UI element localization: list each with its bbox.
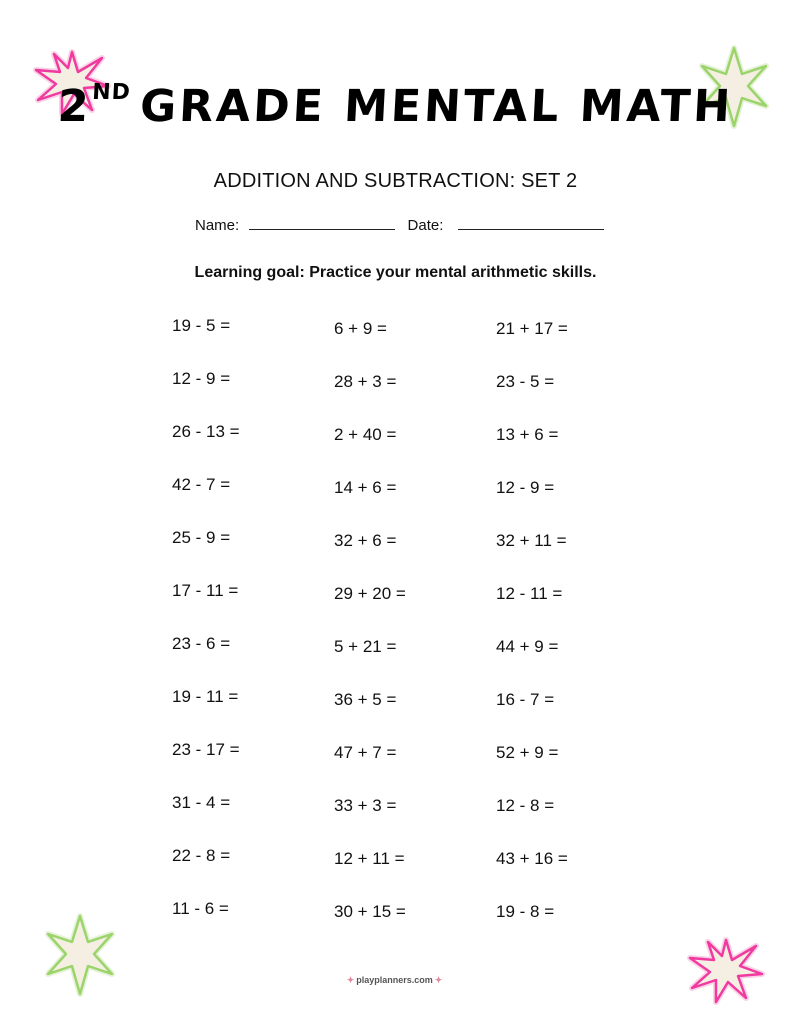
problem: 11 - 6 = bbox=[172, 899, 229, 918]
date-label: Date: bbox=[407, 217, 444, 234]
problem: 25 - 9 = bbox=[172, 528, 231, 547]
problem: 19 - 8 = bbox=[496, 902, 555, 921]
problem: 12 - 9 = bbox=[496, 478, 555, 497]
date-field[interactable] bbox=[458, 217, 604, 230]
problem: 32 + 11 = bbox=[496, 531, 567, 550]
problem: 32 + 6 = bbox=[334, 531, 397, 550]
sparkle-icon: ✦ bbox=[346, 975, 355, 985]
problem: 22 - 8 = bbox=[172, 846, 231, 865]
problem: 28 + 3 = bbox=[334, 372, 397, 391]
problem: 12 - 9 = bbox=[172, 369, 231, 388]
name-date-row bbox=[195, 217, 604, 234]
problem: 47 + 7 = bbox=[334, 743, 397, 762]
problem: 19 - 11 = bbox=[172, 687, 239, 706]
problem: 12 - 8 = bbox=[496, 796, 555, 815]
problem: 52 + 9 = bbox=[496, 743, 559, 762]
problem: 42 - 7 = bbox=[172, 475, 231, 494]
problem: 6 + 9 = bbox=[334, 319, 387, 338]
problem-column-1 bbox=[172, 316, 240, 952]
problem: 23 - 6 = bbox=[172, 634, 231, 653]
problem: 16 - 7 = bbox=[496, 690, 555, 709]
problem: 23 - 17 = bbox=[172, 740, 240, 759]
page-title bbox=[0, 80, 791, 132]
problem: 2 + 40 = bbox=[334, 425, 397, 444]
learning-goal: Learning goal: Practice your mental arithmetic skills. bbox=[194, 264, 597, 281]
problem: 21 + 17 = bbox=[496, 319, 568, 338]
title-number: 2 bbox=[56, 81, 93, 132]
problem: 12 + 11 = bbox=[334, 849, 405, 868]
problem: 26 - 13 = bbox=[172, 422, 240, 441]
problem-column-3 bbox=[496, 319, 568, 955]
problem: 43 + 16 = bbox=[496, 849, 568, 868]
footer-logo bbox=[0, 975, 791, 986]
problem: 23 - 5 = bbox=[496, 372, 555, 391]
problem: 44 + 9 = bbox=[496, 637, 559, 656]
problem: 17 - 11 = bbox=[172, 581, 239, 600]
problem: 33 + 3 = bbox=[334, 796, 397, 815]
problem-column-2 bbox=[334, 319, 406, 955]
pink-star-icon-bottom-right bbox=[686, 936, 766, 1006]
footer-site: playplanners.com bbox=[356, 975, 433, 985]
page-subtitle: ADDITION AND SUBTRACTION: SET 2 bbox=[213, 170, 578, 192]
problem: 29 + 20 = bbox=[334, 584, 406, 603]
problem: 31 - 4 = bbox=[172, 793, 231, 812]
problem: 13 + 6 = bbox=[496, 425, 559, 444]
problem: 12 - 11 = bbox=[496, 584, 563, 603]
name-label: Name: bbox=[195, 217, 240, 234]
name-field[interactable] bbox=[249, 217, 395, 230]
problem: 36 + 5 = bbox=[334, 690, 397, 709]
title-text: GRADE MENTAL MATH bbox=[138, 81, 735, 132]
problem: 14 + 6 = bbox=[334, 478, 397, 497]
sparkle-icon: ✦ bbox=[434, 975, 443, 985]
problem: 5 + 21 = bbox=[334, 637, 397, 656]
problem: 30 + 15 = bbox=[334, 902, 406, 921]
problem: 19 - 5 = bbox=[172, 316, 231, 335]
title-superscript: ND bbox=[91, 80, 132, 105]
